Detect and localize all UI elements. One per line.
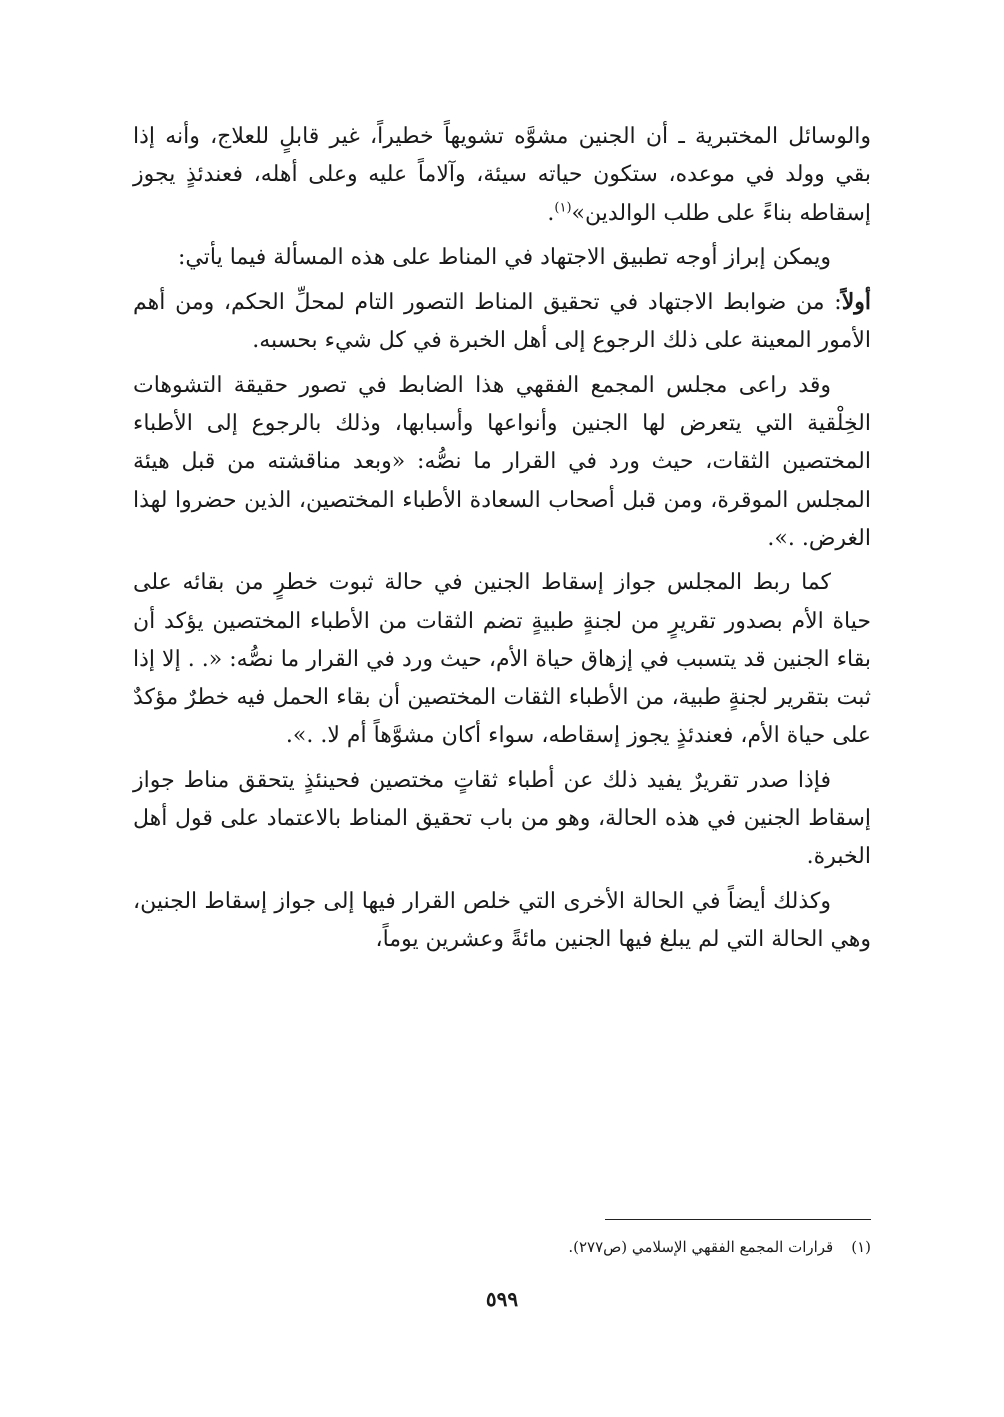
footnote-reference[interactable]: (١) xyxy=(554,200,572,216)
footnote-divider xyxy=(605,1219,871,1220)
paragraph-5 xyxy=(133,564,871,755)
paragraph-5-text: كما ربط المجلس جواز إسقاط الجنين في حالة ثبوت خطرٍ من بقائه على حياة الأم بصدور تقريرٍ من لجنةٍ طبيةٍ تضم الثقات من الأطباء المختصين يؤكد أن بقاء الجنين قد يتسبب في إزهاق حياة الأم، حيث ورد في القرار ما نصُّه: «. . إلا إذا ثبت بتقرير لجنةٍ طبية، من الأطباء الثقات المختصين أن بقاء الحمل فيه خطرٌ مؤكدٌ على حياة الأم، فعندئذٍ يجوز إسقاطه، سواء أكان مشوَّهاً أم لا. .». xyxy=(133,570,871,749)
paragraph-6-text: فإذا صدر تقريرٌ يفيد ذلك عن أطباء ثقاتٍ مختصين فحينئذٍ يتحقق مناط جواز إسقاط الجنين في هذه الحالة، وهو من باب تحقيق المناط بالاعتماد على قول أهل الخبرة. xyxy=(133,767,871,870)
paragraph-1 xyxy=(133,118,871,233)
footnote-text: قرارات المجمع الفقهي الإسلامي (ص٢٧٧). xyxy=(568,1238,834,1256)
page-body xyxy=(133,118,871,965)
paragraph-6 xyxy=(133,762,871,877)
paragraph-1-text: والوسائل المختبرية ـ أن الجنين مشوَّه تشويهاً خطيراً، غير قابلٍ للعلاج، وأنه إذا بقي وولد في موعده، ستكون حياته سيئة، وآلاماً عليه وعلى أهله، فعندئذٍ يجوز إسقاطه بناءً على طلب الوالدين» xyxy=(133,124,871,226)
paragraph-2 xyxy=(133,239,871,277)
paragraph-2-text: ويمكن إبراز أوجه تطبيق الاجتهاد في المناط على هذه المسألة فيما يأتي: xyxy=(178,244,831,270)
paragraph-7-text: وكذلك أيضاً في الحالة الأخرى التي خلص القرار فيها إلى جواز إسقاط الجنين، وهي الحالة التي لم يبلغ فيها الجنين مائةً وعشرين يوماً، xyxy=(133,888,871,952)
paragraph-4 xyxy=(133,367,871,558)
footnote-number: (١) xyxy=(851,1238,871,1256)
paragraph-4-text: وقد راعى مجلس المجمع الفقهي هذا الضابط في تصور حقيقة التشوهات الخِلْقية التي يتعرض لها الجنين وأنواعها وأسبابها، وذلك بالرجوع إلى الأطباء المختصين الثقات، حيث ورد في القرار ما نصُّه: «وبعد مناقشته من قبل هيئة المجلس الموقرة، ومن قبل أصحاب السعادة الأطباء المختصين، الذين حضروا لهذا الغرض. .». xyxy=(133,372,871,551)
paragraph-3-lead-word: أولاً xyxy=(841,289,871,316)
paragraph-3 xyxy=(133,283,871,361)
paragraph-3-text: : من ضوابط الاجتهاد في تحقيق المناط التصور التام لمحلِّ الحكم، ومن أهم الأمور المعينة على ذلك الرجوع إلى أهل الخبرة في كل شيء بحسبه. xyxy=(133,290,871,354)
page-number: ٥٩٩ xyxy=(485,1287,519,1311)
footnote xyxy=(568,1236,871,1258)
paragraph-1-tail: . xyxy=(547,200,555,226)
paragraph-7 xyxy=(133,883,871,960)
